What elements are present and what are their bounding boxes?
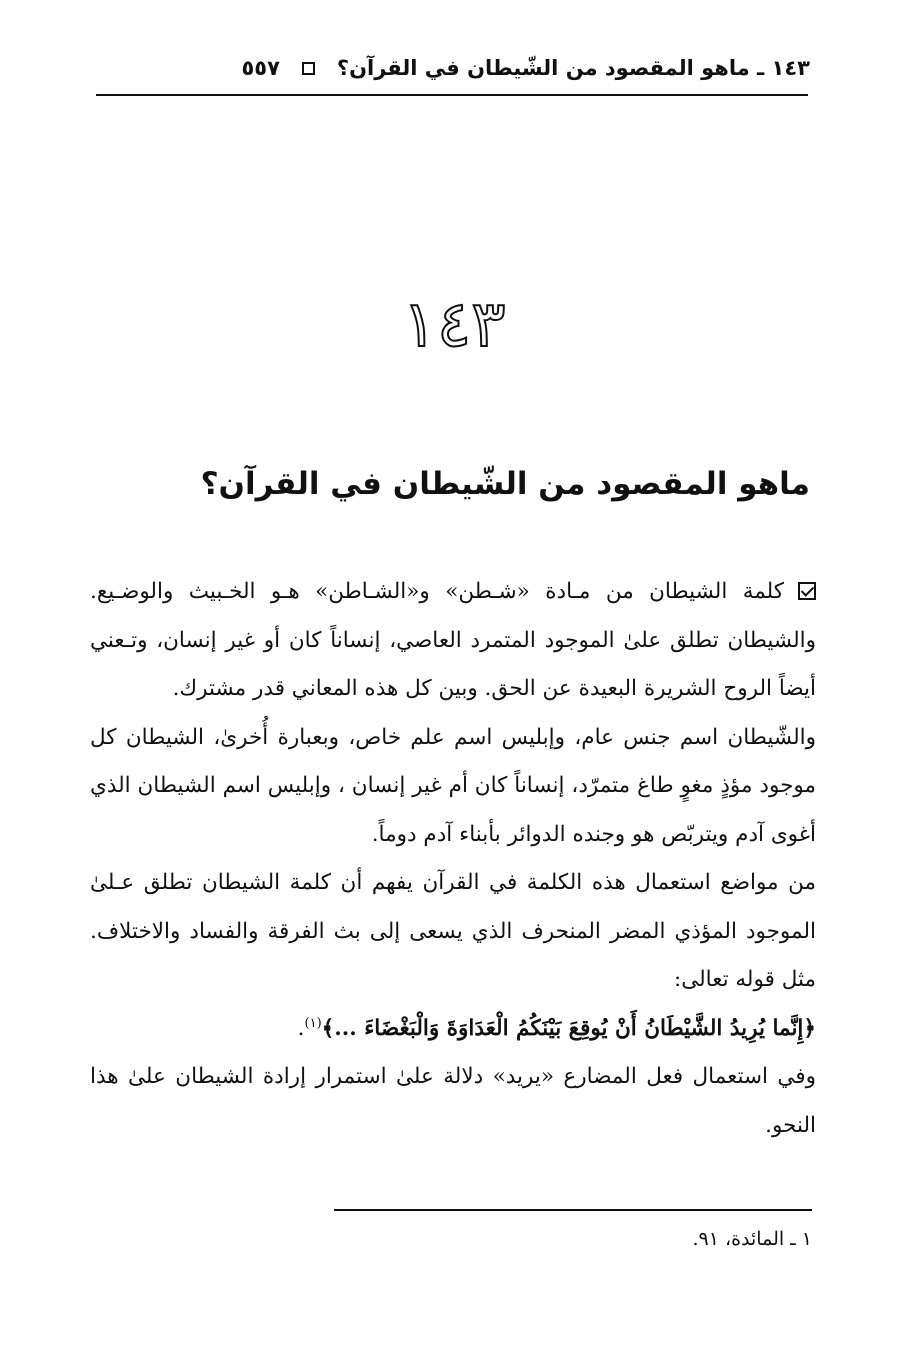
quote-end: . (297, 1015, 305, 1041)
paragraph-1-text: كلمة الشيطان من مـادة «شـطن» و«الشـاطن» هـو الخـبيث والوضـيع. والشيطان تطلق علىٰ الموجود المتمرد العاصي، إنساناً كان أو غير إنسان، وتـعني أيضاً الروح الشريرة البعيدة عن الحق. وبين كل هذه المعاني قدر مشترك. (90, 579, 816, 701)
page-number: ٥٥٧ (241, 56, 280, 80)
footnote: ١ ـ المائدة، ٩١. (692, 1228, 812, 1250)
paragraph-4: وفي استعمال فعل المضارع «يريد» دلالة علىٰ استمرار إرادة الشيطان علىٰ هذا النحو. (90, 1064, 816, 1138)
chapter-number: ١٤٣ (402, 288, 506, 362)
quran-quote (90, 1005, 816, 1054)
paragraph-1 (90, 568, 816, 714)
chapter-title: ماهو المقصود من الشّيطان في القرآن؟ (200, 466, 810, 502)
footnote-rule (334, 1209, 812, 1211)
running-header (98, 48, 810, 88)
header-rule (96, 94, 808, 96)
paragraph-2: والشّيطان اسم جنس عام، وإبليس اسم علم خاص، وبعبارة أُخرىٰ، الشيطان كل موجود مؤذٍ مغوٍ طاغ متمرّد، إنساناً كان أم غير إنسان ، وإبليس اسم الشيطان الذي أغوى آدم ويتربّص هو وجنده الدوائر بأبناء آدم دوماً. (90, 724, 816, 847)
body-text (90, 568, 816, 1150)
footnote-ref[interactable]: (١) (304, 1015, 322, 1031)
paragraph-3: من مواضع استعمال هذه الكلمة في القرآن يفهم أن كلمة الشيطان تطلق عـلىٰ الموجود المؤذي المضر المنحرف الذي يسعى إلى بث الفرقة والفساد والاختلاف. مثل قوله تعالى: (90, 870, 816, 992)
header-title: ١٤٣ ـ ماهو المقصود من الشّيطان في القرآن؟ (336, 56, 810, 80)
quote-text: ﴿إِنَّما يُرِيدُ الشَّيْطَانُ أَنْ يُوقِعَ بَيْنَكُمُ الْعَدَاوَةَ وَالْبَغْضَاءَ ...﴾ (321, 1015, 816, 1041)
square-icon (302, 62, 315, 75)
checkbox-icon (798, 582, 816, 600)
